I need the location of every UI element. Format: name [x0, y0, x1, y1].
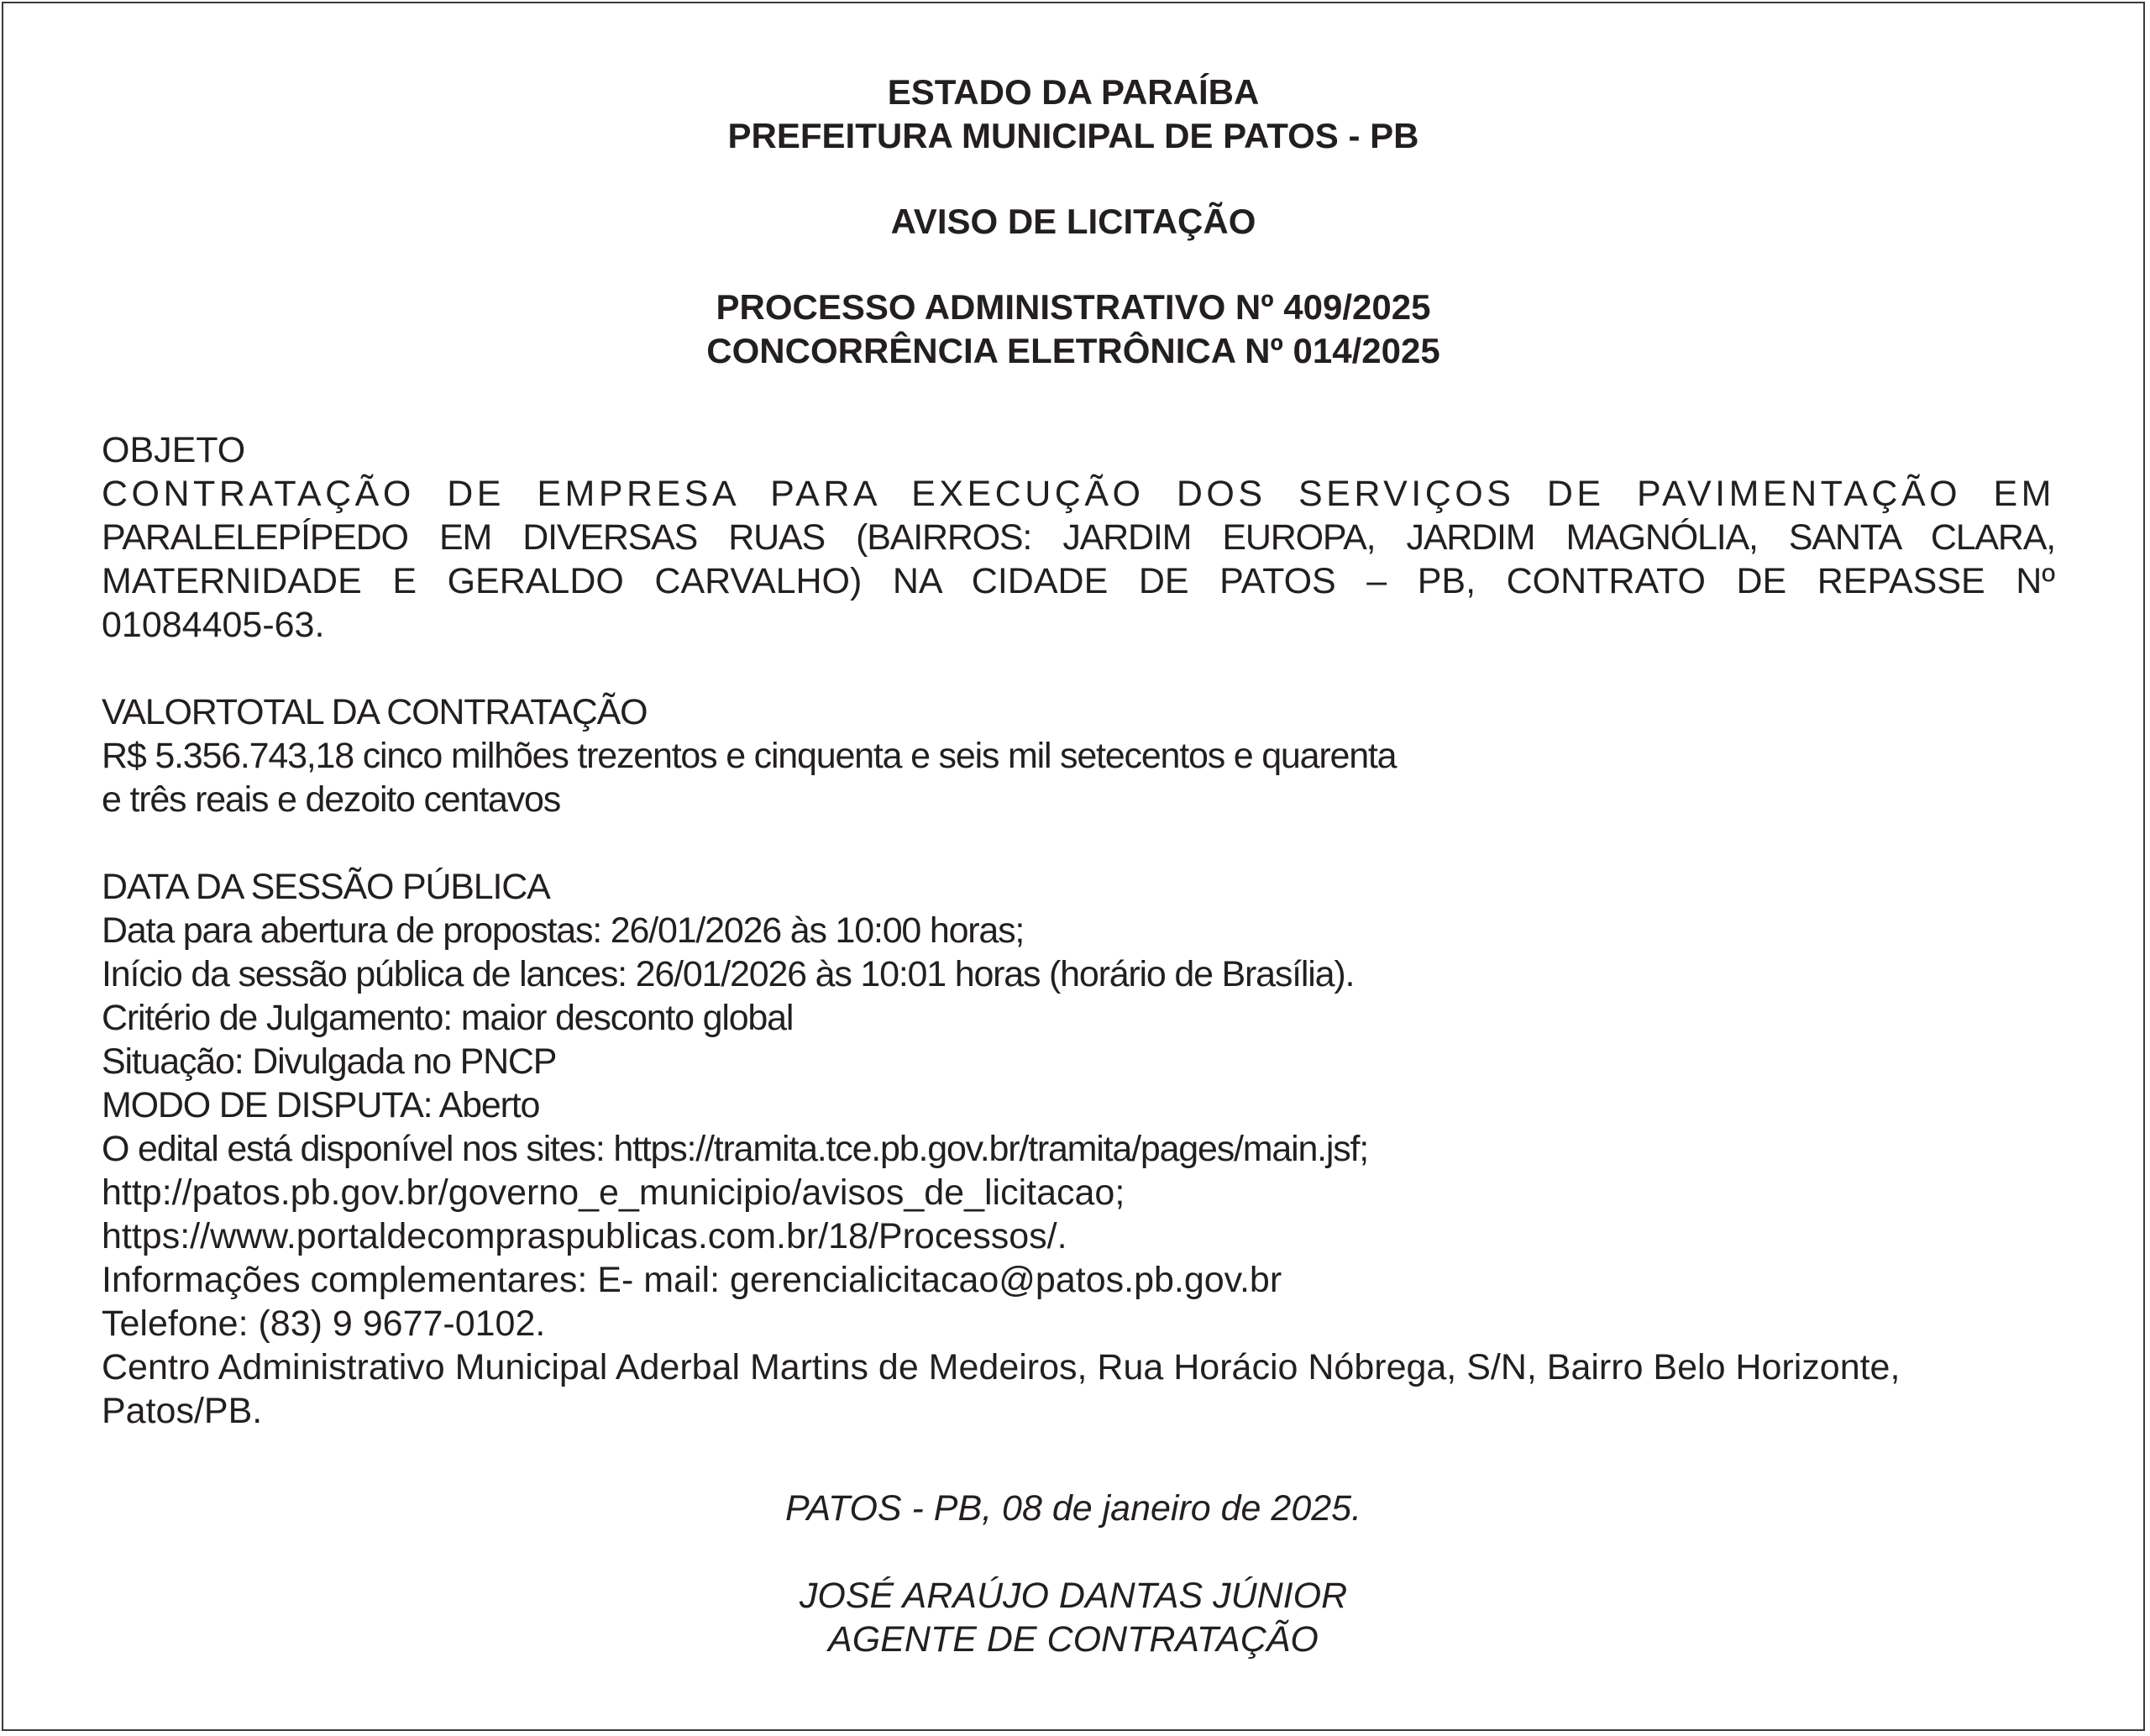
notice-title: AVISO DE LICITAÇÃO [890, 202, 1256, 241]
sessao-heading: DATA DA SESSÃO PÚBLICA [102, 867, 550, 907]
objeto-section [102, 428, 2055, 647]
sessao-line: http://patos.pb.gov.br/governo_e_municipio/avisos_de_licitacao; [102, 1172, 1125, 1213]
sessao-line: Informações complementares: E- mail: gerencialicitacao@patos.pb.gov.br [102, 1260, 1282, 1300]
valor-section [102, 690, 2055, 821]
sessao-line: O edital está disponível nos sites: https://tramita.tce.pb.gov.br/tramita/pages/main.jsf; [102, 1129, 1369, 1169]
sessao-line: Critério de Julgamento: maior desconto global [102, 998, 794, 1038]
notice-body [102, 428, 2055, 1433]
state-name: ESTADO DA PARAÍBA [887, 72, 1260, 112]
valor-heading: VALORTOTAL DA CONTRATAÇÃO [102, 692, 648, 732]
sessao-line: Início da sessão pública de lances: 26/01/2026 às 10:01 horas (horário de Brasília). [102, 954, 1355, 994]
sessao-line: Telefone: (83) 9 9677-0102. [102, 1303, 546, 1344]
notice-header [3, 71, 2143, 373]
sessao-line: Patos/PB. [102, 1391, 263, 1431]
sessao-line: MODO DE DISPUTA: Aberto [102, 1085, 540, 1125]
municipality-name: PREFEITURA MUNICIPAL DE PATOS - PB [727, 116, 1419, 155]
objeto-text [102, 472, 2055, 647]
sessao-section [102, 865, 2055, 1433]
sessao-line: Centro Administrativo Municipal Aderbal Martins de Medeiros, Rua Horácio Nóbrega, S/N, Bairro Belo Horizonte, [102, 1347, 1901, 1387]
place-date: PATOS - PB, 08 de janeiro de 2025. [784, 1488, 1362, 1529]
objeto-line: CONTRATAÇÃO DE EMPRESA PARA EXECUÇÃO DOS SERVIÇOS DE PAVIMENTAÇÃO EM [102, 474, 2055, 514]
objeto-heading: OBJETO [102, 430, 246, 470]
objeto-line: PARALELEPÍPEDO EM DIVERSAS RUAS (BAIRROS: JARDIM EUROPA, JARDIM MAGNÓLIA, SANTA CLARA, [102, 517, 2055, 558]
signer-name: JOSÉ ARAÚJO DANTAS JÚNIOR [799, 1576, 1348, 1616]
signer-role: AGENTE DE CONTRATAÇÃO [828, 1619, 1319, 1660]
valor-line: e três reais e dezoito centavos [102, 779, 561, 820]
objeto-line: 01084405-63. [102, 605, 325, 645]
process-number: PROCESSO ADMINISTRATIVO Nº 409/2025 [716, 287, 1431, 327]
sessao-line: Situação: Divulgada no PNCP [102, 1041, 557, 1082]
notice-footer [3, 1487, 2143, 1661]
tender-number: CONCORRÊNCIA ELETRÔNICA Nº 014/2025 [706, 331, 1440, 370]
sessao-line: https://www.portaldecompraspublicas.com.br/18/Processos/. [102, 1216, 1067, 1256]
notice-frame [2, 2, 2145, 1731]
valor-line: R$ 5.356.743,18 cinco milhões trezentos e cinquenta e seis mil setecentos e quarenta [102, 736, 1397, 776]
sessao-line: Data para abertura de propostas: 26/01/2026 às 10:00 horas; [102, 910, 1025, 951]
objeto-line: MATERNIDADE E GERALDO CARVALHO) NA CIDADE DE PATOS – PB, CONTRATO DE REPASSE Nº [102, 561, 2055, 601]
